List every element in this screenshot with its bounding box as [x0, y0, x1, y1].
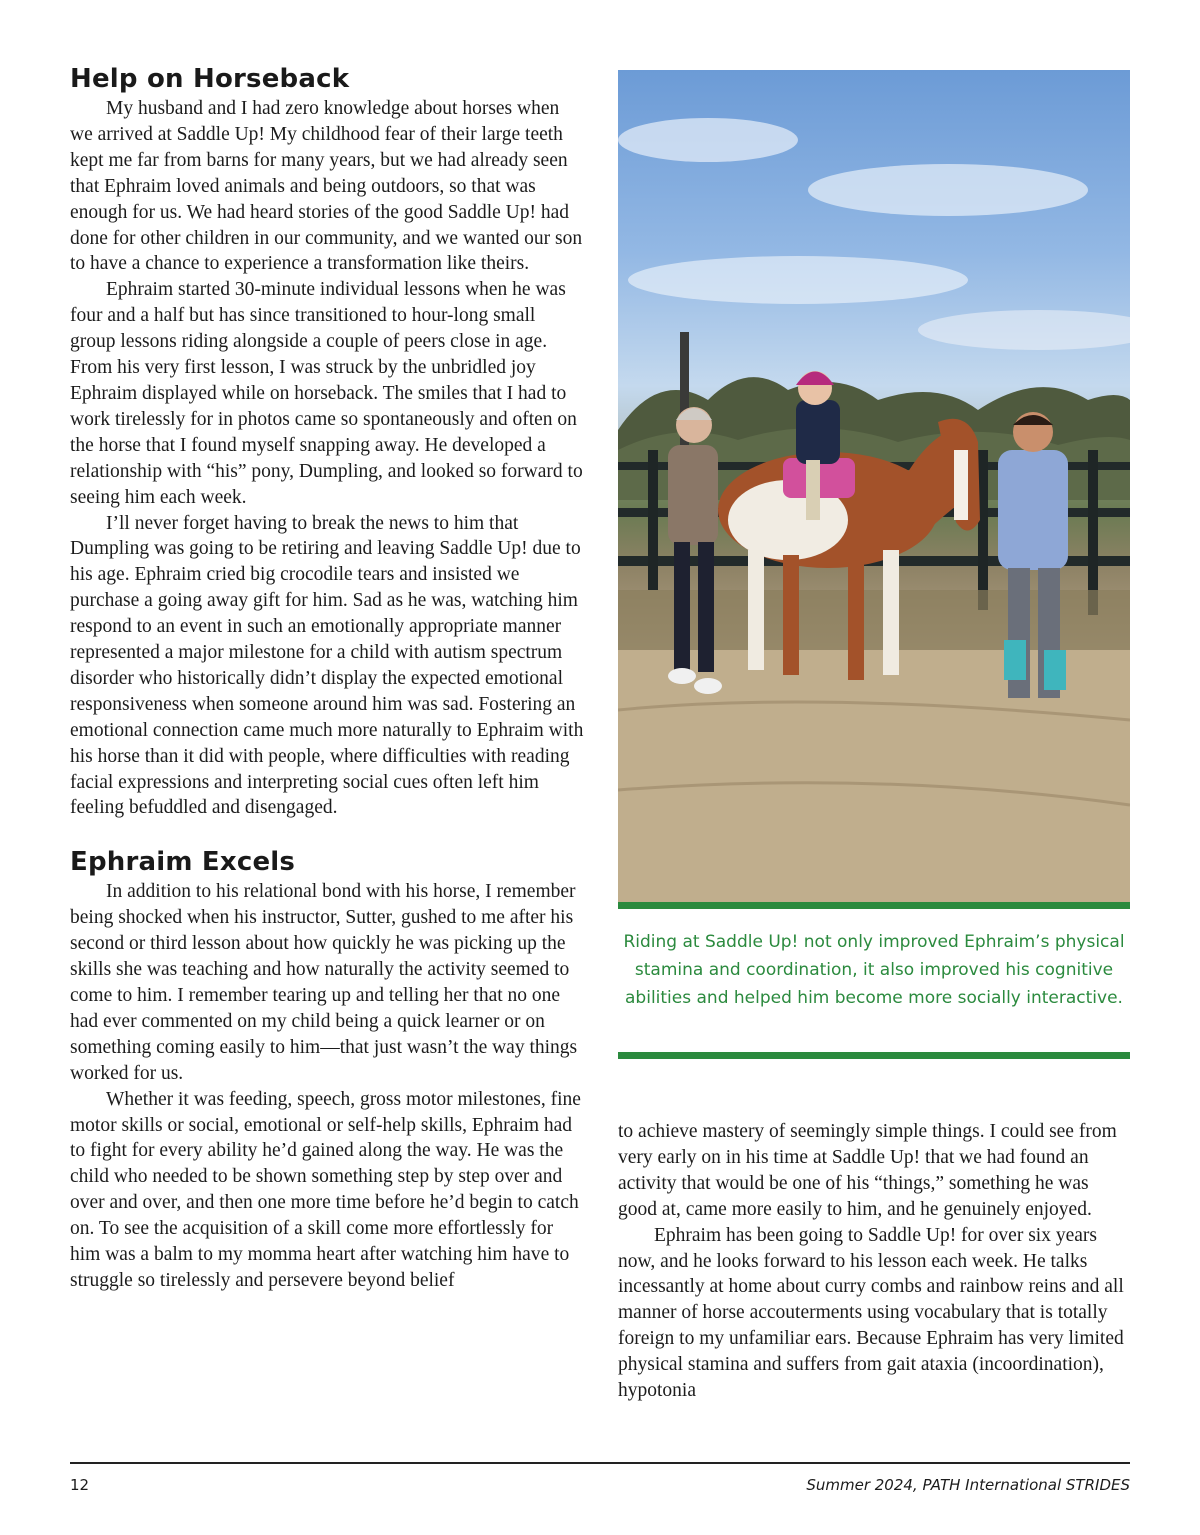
body-paragraph: Ephraim started 30-minute individual lessons when he was four and a half but has since transitioned to hour-long small group lessons riding alongside a couple of peers close in age. From his very first lesson, I was struck by the unbridled joy Ephraim displayed while on horseback. The smiles that I had to work tirelessly for in photos came so spontaneously and often on the horse that I found myself snapping away. He developed a relationship with “his” pony, Dumpling, and looked so forward to seeing him each week. [70, 279, 583, 508]
body-paragraph: In addition to his relational bond with his horse, I remember being shocked when his instructor, Sutter, gushed to me after his second or third lesson about how quickly he was picking up the skills she was teaching and how naturally the activity seemed to come to him. I remember tearing up and telling her that no one had ever commented on my child being a quick learner or on something coming easily to him—that just wasn’t the way things worked for us. [70, 881, 578, 1084]
photo-illustration [618, 70, 1130, 902]
publication-title: Summer 2024, PATH International STRIDES [806, 1476, 1130, 1494]
body-paragraph: to achieve mastery of seemingly simple things. I could see from very early on in his time at Saddle Up! that we had found an activity that would be one of his “things,” something he was good at, came more easily to him, and he genuinely enjoyed. [618, 1121, 1117, 1220]
section-heading-ephraim-excels: Ephraim Excels [70, 847, 296, 878]
section-heading-help-on-horseback: Help on Horseback [70, 64, 350, 94]
caption-top-rule [618, 902, 1130, 909]
horseback-riding-photo [618, 70, 1130, 902]
footer-rule [70, 1462, 1130, 1464]
body-paragraph: My husband and I had zero knowledge about horses when we arrived at Saddle Up! My childhood fear of their large teeth kept me far from barns for many years, but we had already seen that Ephraim loved animals and being outdoors, so that was enough for us. We had heard stories of the good Saddle Up! had done for other children in our community, and we wanted our son to have a chance to experience a transformation like theirs. [70, 98, 583, 275]
right-column [618, 1119, 1130, 1404]
left-column [70, 62, 585, 1294]
caption-bottom-rule [618, 1052, 1130, 1059]
body-paragraph: I’ll never forget having to break the news to him that Dumpling was going to be retiring and leaving Saddle Up! due to his age. Ephraim cried big crocodile tears and insisted we purchase a going away gift for him. Sad as he was, watching him respond to an event in such an emotionally appropriate manner represented a major milestone for a child with autism spectrum disorder who historically didn’t display the expected emotional responsiveness when someone around him was sad. Fostering an emotional connection came much more naturally to Ephraim with his horse than it did with people, where difficulties with reading facial expressions and interpreting social cues often left him feeling befuddled and disengaged. [70, 512, 584, 819]
body-paragraph: Ephraim has been going to Saddle Up! for over six years now, and he looks forward to his lesson each week. He talks incessantly at home about curry combs and rainbow reins and all manner of horse accouterments using vocabulary that is totally foreign to my unfamiliar ears. Because Ephraim has very limited physical stamina and suffers from gait ataxia (incoordination), hypotonia [618, 1224, 1124, 1402]
photo-caption: Riding at Saddle Up! not only improved Ephraim’s physical stamina and coordination, it also improved his cognitive abilities and helped him become more socially interactive. [623, 932, 1125, 1008]
page-number: 12 [70, 1476, 90, 1494]
body-paragraph: Whether it was feeding, speech, gross motor milestones, fine motor skills or social, emotional or self-help skills, Ephraim had to fight for every ability he’d gained along the way. He was the child who needed to be shown something step by step over and over and over, and then one more time before he’d begin to catch on. To see the acquisition of a skill come more effortlessly for him was a balm to my momma heart after watching him have to struggle so tirelessly and persevere beyond belief [70, 1088, 581, 1291]
